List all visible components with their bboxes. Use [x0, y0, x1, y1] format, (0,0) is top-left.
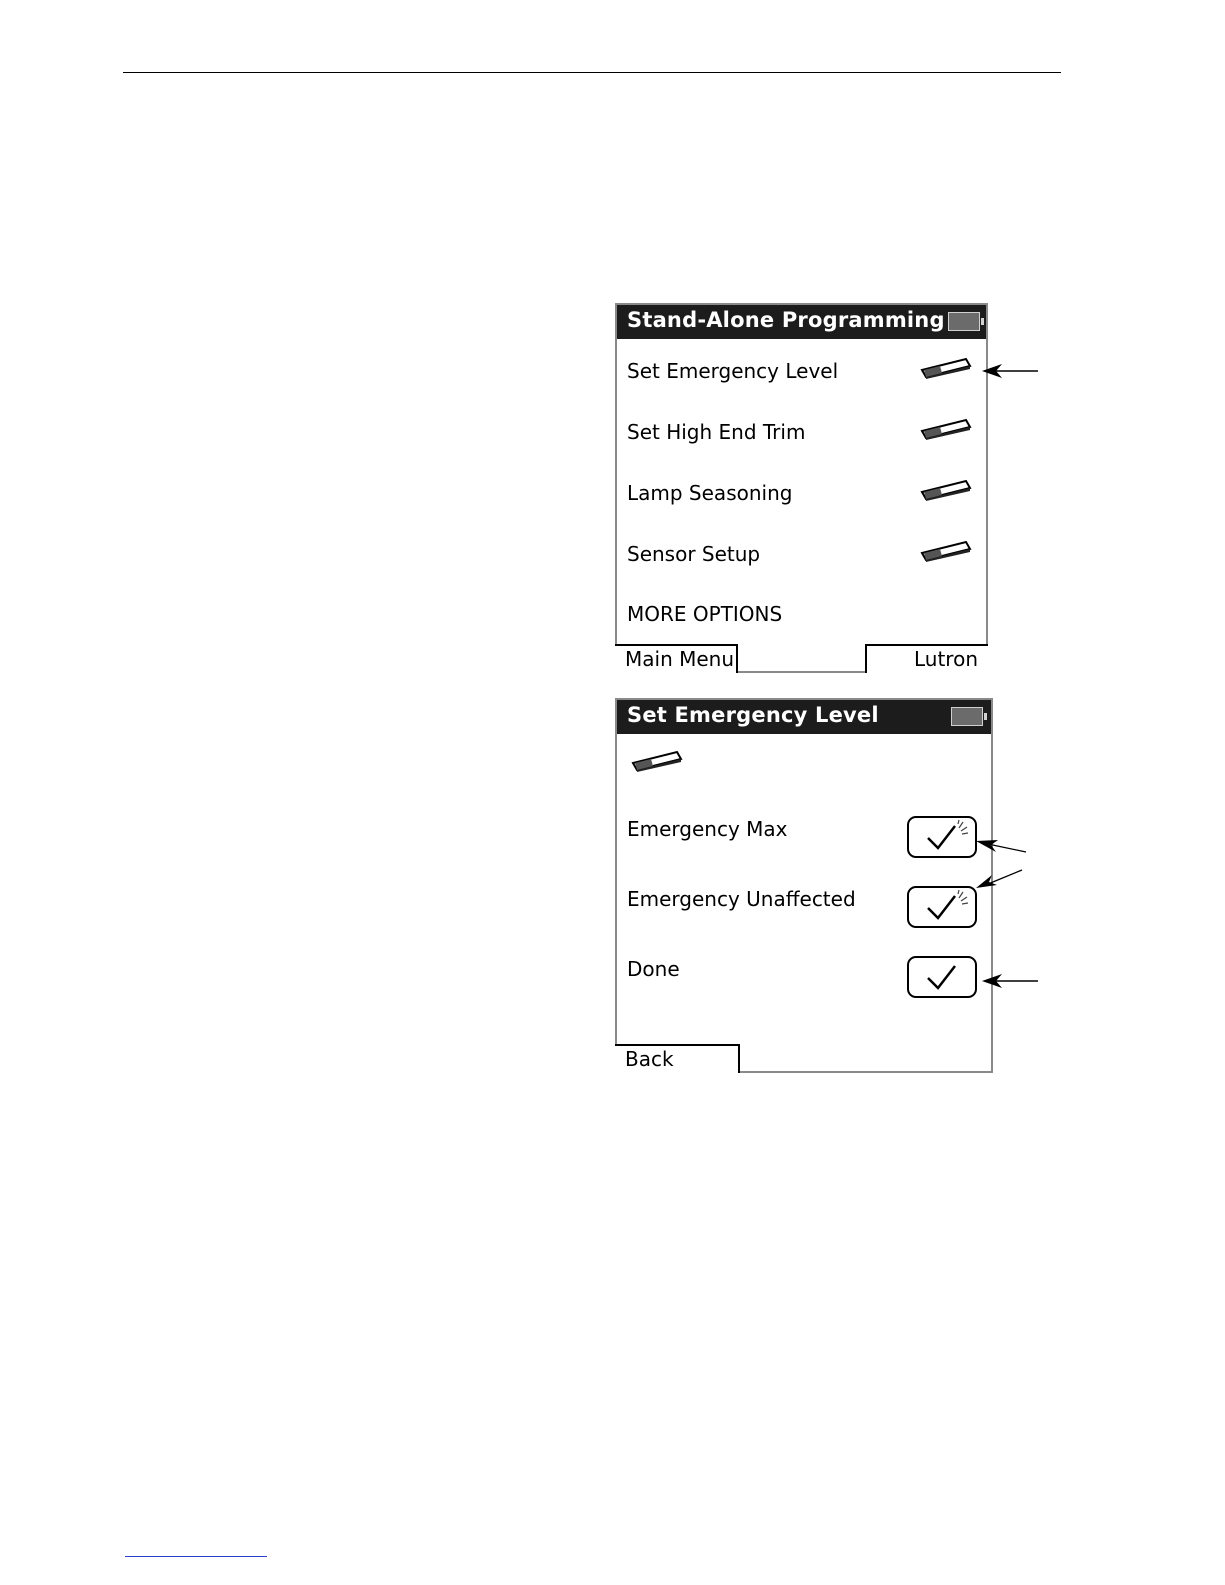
page-header-rule [123, 72, 1061, 73]
option-emergency-max: Emergency Max [627, 817, 788, 841]
title-bar [617, 700, 991, 734]
emergency-unaffected-check-button[interactable] [907, 886, 977, 928]
battery-icon [951, 707, 983, 726]
option-done: Done [627, 957, 680, 981]
emergency-max-check-button[interactable] [907, 816, 977, 858]
callout-arrow-icon [974, 834, 1034, 860]
done-check-button[interactable] [907, 956, 977, 998]
menu-item-lamp-seasoning[interactable]: Lamp Seasoning [627, 481, 793, 505]
callout-arrow-icon [980, 970, 1040, 992]
option-emergency-unaffected: Emergency Unaffected [627, 887, 856, 911]
stand-alone-programming-screen [615, 303, 988, 673]
check-tap-icon [909, 888, 975, 926]
callout-arrow-icon [980, 360, 1040, 382]
callout-arrow-icon [974, 866, 1030, 892]
check-tap-icon [909, 818, 975, 856]
menu-item-set-high-end-trim[interactable]: Set High End Trim [627, 420, 806, 444]
toggle-switch-icon[interactable] [920, 479, 972, 501]
footer-link-underline [125, 1556, 267, 1557]
check-icon [909, 958, 975, 996]
toggle-switch-icon[interactable] [920, 357, 972, 379]
set-emergency-level-screen [615, 698, 993, 1073]
title-bar [617, 305, 986, 339]
main-menu-button[interactable]: Main Menu [615, 644, 738, 673]
toggle-switch-icon[interactable] [920, 540, 972, 562]
menu-item-sensor-setup[interactable]: Sensor Setup [627, 542, 761, 566]
screen-title: Stand-Alone Programming [627, 308, 945, 332]
toggle-switch-icon [631, 750, 683, 772]
lutron-button[interactable]: Lutron [865, 644, 988, 673]
back-button[interactable]: Back [615, 1044, 740, 1073]
toggle-switch-icon[interactable] [920, 418, 972, 440]
menu-item-set-emergency-level[interactable]: Set Emergency Level [627, 359, 839, 383]
menu-item-more-options[interactable]: MORE OPTIONS [627, 602, 783, 626]
screen-title: Set Emergency Level [627, 703, 879, 727]
battery-icon [948, 312, 980, 331]
